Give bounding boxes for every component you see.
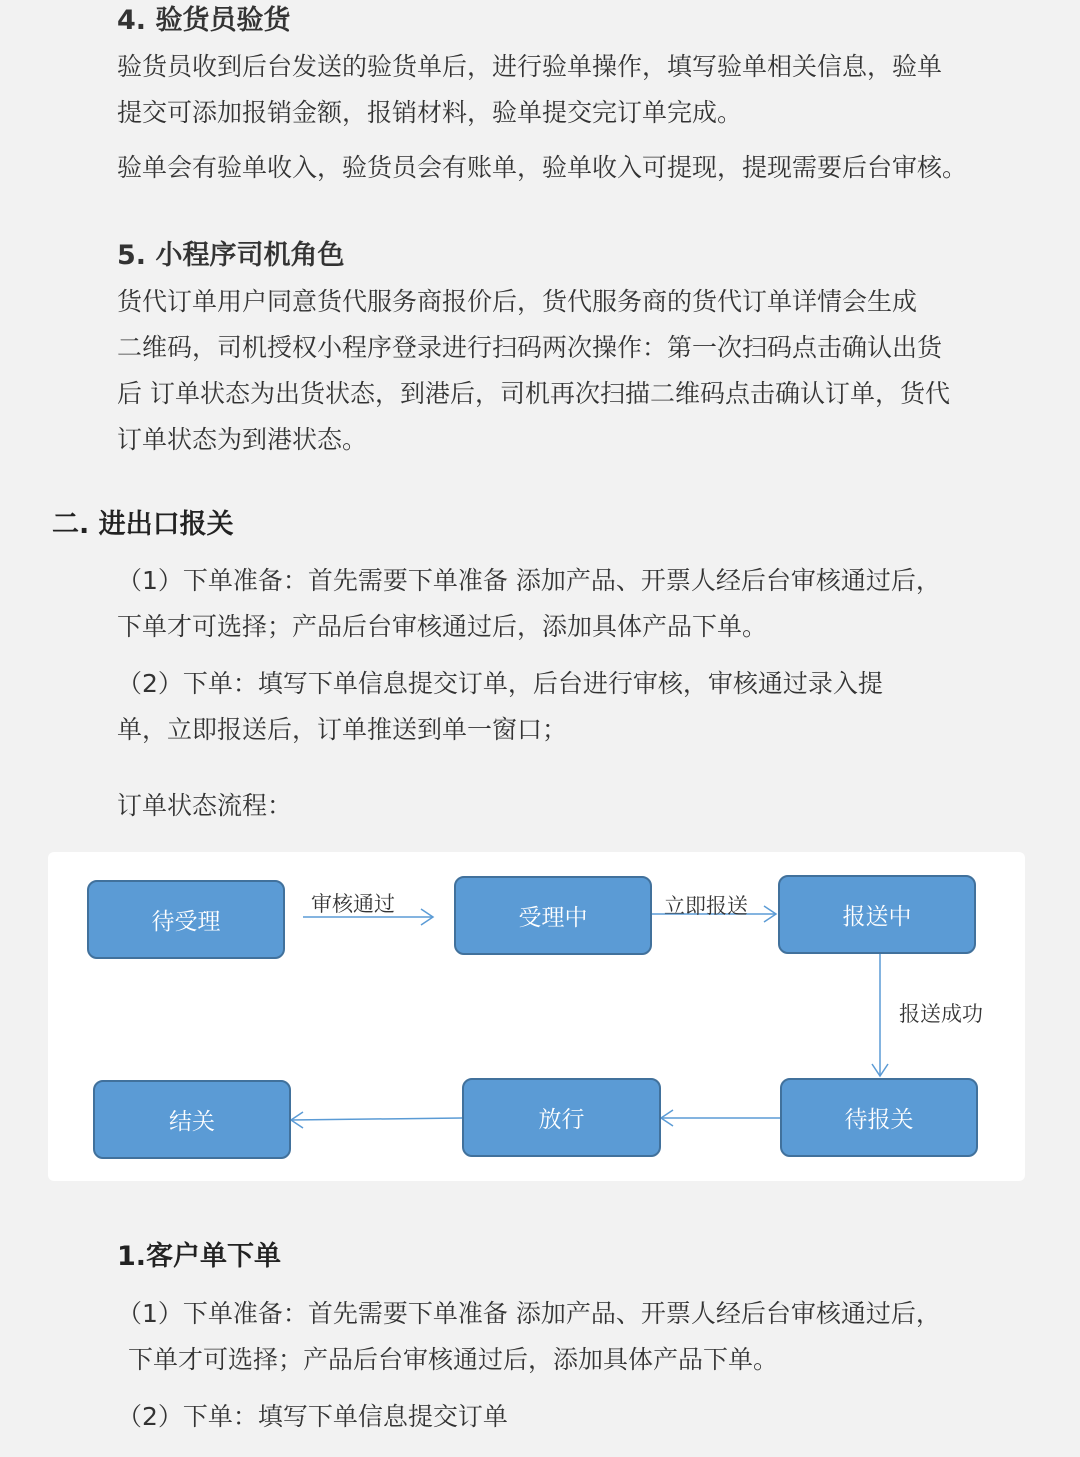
text-line: 下单才可选择；产品后台审核通过后，添加具体产品下单。: [117, 612, 768, 641]
text-line: 订单状态为到港状态。: [117, 425, 368, 454]
subsection-1-paragraph-1: [117, 1291, 941, 1383]
section-4-heading: 4. 验货员验货: [117, 5, 291, 36]
part-2-heading: 二. 进出口报关: [52, 509, 234, 540]
subsection-1-heading: 1.客户单下单: [117, 1241, 282, 1272]
node-processing: 受理中: [454, 876, 652, 955]
flow-label: 订单状态流程：: [117, 791, 293, 820]
text-line: （2）下单：填写下单信息提交订单，后台进行审核，审核通过录入提: [117, 669, 883, 698]
part-2-paragraph-2: [117, 661, 883, 753]
edge-label-approved: 审核通过: [311, 892, 395, 916]
edge-label-submit-now: 立即报送: [664, 894, 748, 918]
text-line: 后 订单状态为出货状态，到港后，司机再次扫描二维码点击确认订单，货代: [117, 379, 950, 408]
node-pending-acceptance: 待受理: [87, 880, 285, 959]
section-4-paragraph-2: 验单会有验单收入，验货员会有账单，验单收入可提现，提现需要后台审核。: [117, 153, 968, 182]
node-released: 放行: [462, 1078, 661, 1157]
node-submitting: 报送中: [778, 875, 976, 954]
section-5-heading: 5. 小程序司机角色: [117, 240, 345, 271]
text-line: （1）下单准备：首先需要下单准备 添加产品、开票人经后台审核通过后，: [117, 566, 941, 595]
text-line: 货代订单用户同意货代服务商报价后，货代服务商的货代订单详情会生成: [117, 287, 918, 316]
part-2-paragraph-1: [117, 558, 941, 650]
section-4-paragraph-1: [117, 44, 942, 136]
text-line: 下单才可选择；产品后台审核通过后，添加具体产品下单。: [128, 1345, 779, 1374]
text-line: （1）下单准备：首先需要下单准备 添加产品、开票人经后台审核通过后，: [117, 1299, 941, 1328]
text-line: 提交可添加报销金额，报销材料，验单提交完订单完成。: [117, 98, 743, 127]
node-pending-customs: 待报关: [780, 1078, 978, 1157]
text-line: 单，立即报送后，订单推送到单一窗口；: [117, 715, 568, 744]
section-5-paragraph: [117, 279, 950, 463]
text-line: 验货员收到后台发送的验货单后，进行验单操作，填写验单相关信息，验单: [117, 52, 943, 81]
edge-label-submit-success: 报送成功: [899, 1002, 983, 1026]
order-status-flow-diagram: [48, 852, 1025, 1181]
arrow-5: [291, 1118, 462, 1120]
subsection-1-paragraph-2: （2）下单：填写下单信息提交订单: [117, 1402, 508, 1431]
node-cleared: 结关: [93, 1080, 291, 1159]
text-line: 二维码，司机授权小程序登录进行扫码两次操作：第一次扫码点击确认出货: [117, 333, 943, 362]
